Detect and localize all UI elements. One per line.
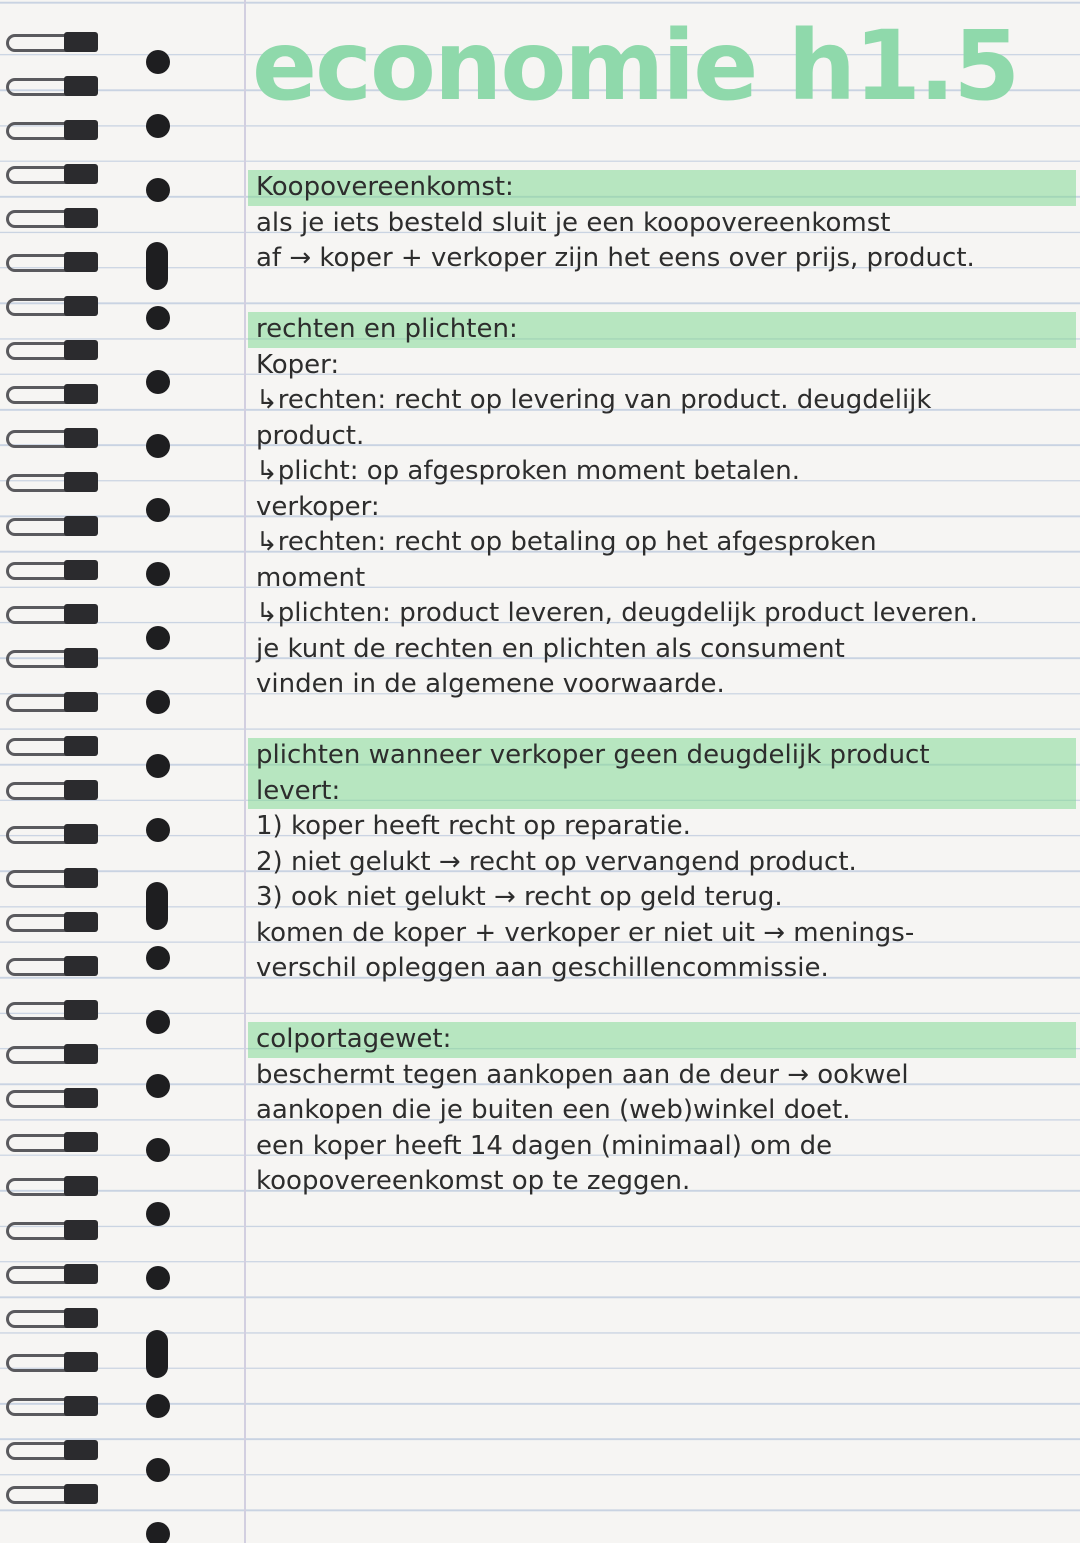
coil-wire (6, 694, 73, 712)
coil-block (64, 1440, 98, 1460)
spiral-coil (6, 1262, 98, 1288)
spiral-coil (6, 558, 98, 584)
coil-wire (6, 826, 73, 844)
coil-block (64, 208, 98, 228)
coil-wire (6, 78, 73, 96)
coil-wire (6, 1442, 73, 1460)
coil-wire (6, 518, 73, 536)
punch-hole (146, 1522, 170, 1543)
coil-block (64, 1000, 98, 1020)
punch-holes (140, 40, 200, 1540)
coil-block (64, 32, 98, 52)
spiral-coil (6, 1130, 98, 1156)
note-line: product. (256, 420, 365, 451)
punch-hole (146, 1330, 168, 1378)
section-heading-plichten-verkoper: plichten wanneer verkoper geen deugdelijk product (248, 738, 1076, 774)
coil-wire (6, 1090, 73, 1108)
punch-hole (146, 562, 170, 586)
coil-wire (6, 210, 73, 228)
spiral-coil (6, 514, 98, 540)
coil-block (64, 296, 98, 316)
note-line: komen de koper + verkoper er niet uit → menings- (256, 917, 915, 948)
spiral-coil (6, 1394, 98, 1420)
spiral-coil (6, 294, 98, 320)
note-line: aankopen die je buiten een (web)winkel doet. (256, 1095, 851, 1125)
coil-block (64, 912, 98, 932)
coil-block (64, 384, 98, 404)
note-line: een koper heeft 14 dagen (minimaal) om de (256, 1130, 833, 1161)
note-line: 1) koper heeft recht op reparatie. (256, 811, 691, 841)
coil-block (64, 1220, 98, 1240)
spiral-coil (6, 1438, 98, 1464)
coil-block (64, 560, 98, 580)
coil-wire (6, 1486, 73, 1504)
spiral-coil (6, 206, 98, 232)
coil-wire (6, 342, 73, 360)
punch-hole (146, 626, 170, 650)
spiral-coil (6, 1306, 98, 1332)
coil-wire (6, 1178, 73, 1196)
punch-hole (146, 1010, 170, 1034)
spiral-coil (6, 1042, 98, 1068)
spiral-coil (6, 822, 98, 848)
coil-wire (6, 166, 73, 184)
spiral-coil (6, 338, 98, 364)
coil-block (64, 428, 98, 448)
note-line: je kunt de rechten en plichten als consument (256, 633, 845, 664)
note-line: ↳plichten: product leveren, deugdelijk product leveren. (256, 598, 978, 628)
punch-hole (146, 1394, 170, 1418)
coil-wire (6, 650, 73, 668)
coil-wire (6, 34, 73, 52)
punch-hole (146, 434, 170, 458)
coil-block (64, 604, 98, 624)
coil-wire (6, 298, 73, 316)
punch-hole (146, 370, 170, 394)
section-heading-koopovereenkomst: Koopovereenkomst: (248, 170, 1076, 206)
notes-body (256, 170, 1056, 1200)
coil-block (64, 648, 98, 668)
note-line: verkoper: (256, 491, 380, 522)
spiral-coil (6, 998, 98, 1024)
coil-block (64, 340, 98, 360)
note-line: verschil opleggen aan geschillencommissie. (256, 953, 829, 983)
punch-hole (146, 882, 168, 930)
coil-wire (6, 1222, 73, 1240)
note-line: af → koper + verkoper zijn het eens over prijs, product. (256, 243, 975, 273)
note-line: koopovereenkomst op te zeggen. (256, 1166, 691, 1196)
coil-wire (6, 1046, 73, 1064)
spiral-coil (6, 866, 98, 892)
coil-wire (6, 1134, 73, 1152)
spiral-coil (6, 382, 98, 408)
coil-wire (6, 738, 73, 756)
punch-hole (146, 1074, 170, 1098)
spiral-coil (6, 1174, 98, 1200)
punch-hole (146, 498, 170, 522)
spiral-coil (6, 1482, 98, 1508)
page-title: economie h1.5 (252, 10, 1019, 122)
coil-block (64, 1264, 98, 1284)
coil-block (64, 1088, 98, 1108)
coil-wire (6, 1354, 73, 1372)
coil-wire (6, 430, 73, 448)
spiral-coil (6, 954, 98, 980)
coil-wire (6, 1310, 73, 1328)
punch-hole (146, 1138, 170, 1162)
coil-block (64, 824, 98, 844)
note-line: 3) ook niet gelukt → recht op geld terug. (256, 882, 783, 912)
section-heading-colportagewet: colportagewet: (248, 1022, 1076, 1058)
coil-block (64, 1484, 98, 1504)
coil-wire (6, 254, 73, 272)
punch-hole (146, 690, 170, 714)
spiral-coil (6, 426, 98, 452)
coil-block (64, 736, 98, 756)
coil-wire (6, 1002, 73, 1020)
note-line: beschermt tegen aankopen aan de deur → ookwel (256, 1059, 909, 1090)
note-line: als je iets besteld sluit je een koopovereenkomst (256, 207, 891, 238)
coil-block (64, 76, 98, 96)
coil-block (64, 1352, 98, 1372)
coil-wire (6, 958, 73, 976)
spacer (256, 703, 1056, 739)
margin-line (244, 0, 246, 1543)
coil-block (64, 120, 98, 140)
note-line: vinden in de algemene voorwaarde. (256, 669, 725, 699)
note-line: ↳plicht: op afgesproken moment betalen. (256, 456, 801, 486)
coil-wire (6, 782, 73, 800)
spiral-coil (6, 30, 98, 56)
punch-hole (146, 1266, 170, 1290)
coil-block (64, 472, 98, 492)
punch-hole (146, 946, 170, 970)
spiral-coil (6, 646, 98, 672)
spiral-binding (0, 30, 110, 1530)
punch-hole (146, 114, 170, 138)
note-line: 2) niet gelukt → recht op vervangend product. (256, 846, 857, 877)
spiral-coil (6, 118, 98, 144)
spiral-coil (6, 778, 98, 804)
punch-hole (146, 178, 170, 202)
coil-block (64, 956, 98, 976)
spiral-coil (6, 910, 98, 936)
section-heading-plichten-verkoper-cont: levert: (248, 774, 1076, 810)
punch-hole (146, 242, 168, 290)
coil-block (64, 1308, 98, 1328)
coil-wire (6, 914, 73, 932)
coil-block (64, 1044, 98, 1064)
note-line: Koper: (256, 349, 340, 380)
spiral-coil (6, 602, 98, 628)
punch-hole (146, 1202, 170, 1226)
punch-hole (146, 50, 170, 74)
coil-block (64, 1396, 98, 1416)
coil-block (64, 868, 98, 888)
coil-wire (6, 474, 73, 492)
spiral-coil (6, 690, 98, 716)
coil-block (64, 516, 98, 536)
spiral-coil (6, 1218, 98, 1244)
spiral-coil (6, 250, 98, 276)
spacer (256, 277, 1056, 313)
spacer (256, 987, 1056, 1023)
coil-block (64, 1132, 98, 1152)
spiral-coil (6, 74, 98, 100)
note-line: ↳rechten: recht op levering van product. deugdelijk (256, 385, 932, 415)
spiral-coil (6, 162, 98, 188)
spiral-coil (6, 1086, 98, 1112)
note-line: moment (256, 562, 366, 593)
spiral-coil (6, 470, 98, 496)
punch-hole (146, 818, 170, 842)
coil-block (64, 1176, 98, 1196)
coil-block (64, 164, 98, 184)
coil-wire (6, 606, 73, 624)
coil-wire (6, 1266, 73, 1284)
coil-wire (6, 870, 73, 888)
punch-hole (146, 1458, 170, 1482)
coil-wire (6, 562, 73, 580)
spiral-coil (6, 1350, 98, 1376)
coil-block (64, 692, 98, 712)
coil-wire (6, 386, 73, 404)
punch-hole (146, 306, 170, 330)
coil-block (64, 252, 98, 272)
section-heading-rechten-plichten: rechten en plichten: (248, 312, 1076, 348)
coil-wire (6, 1398, 73, 1416)
spiral-coil (6, 734, 98, 760)
coil-block (64, 780, 98, 800)
coil-wire (6, 122, 73, 140)
punch-hole (146, 754, 170, 778)
note-line: ↳rechten: recht op betaling op het afgesproken (256, 527, 877, 557)
